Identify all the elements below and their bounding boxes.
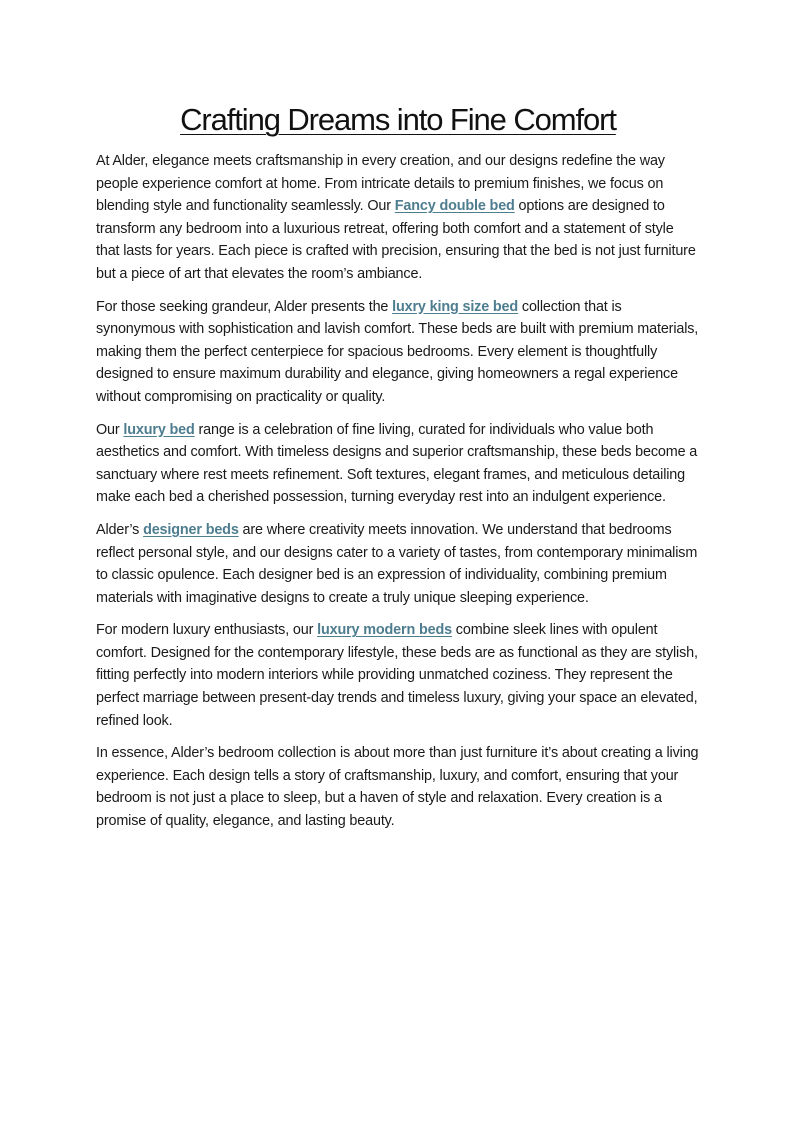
paragraph-text: options are designed to transform any bedroom into a luxurious retreat, offering both comfort and a statement of style that lasts for years. Each piece is crafted with precision, ensuring that the bed is not just furniture but a piece of art that elevates the room’s ambiance. [96, 198, 696, 282]
paragraph-text: are where creativity meets innovation. We understand that bedrooms reflect personal style, and our designs cater to a variety of tastes, from contemporary minimalism to classic opulence. Each designer bed is an expression of individuality, combining premium materials with imaginative designs to create a truly unique sleeping experience. [96, 521, 698, 606]
paragraph-king-size-bed [96, 296, 700, 409]
paragraph-text: combine sleek lines with opulent comfort. Designed for the contemporary lifestyle, these beds are as functional as they are stylish, fitting perfectly into modern interiors while providing unmatched coziness. They represent the perfect marriage between present-day trends and timeless luxury, giving your space an elevated, refined look. [96, 622, 698, 729]
paragraph-designer-beds [96, 519, 700, 609]
paragraph-text: Alder’s [96, 521, 144, 538]
luxry-king-size-bed-link[interactable]: luxry king size bed [392, 298, 519, 315]
page-title: Crafting Dreams into Fine Comfort [180, 102, 616, 137]
document-page [96, 100, 700, 843]
paragraph-text: At Alder, elegance meets craftsmanship in every creation, and our designs redefine the way people experience comfort at home. From intricate details to premium finishes, we focus on blending style and functionality seamlessly. Our [96, 153, 665, 215]
paragraph-text: For modern luxury enthusiasts, our [96, 622, 318, 639]
paragraph-text: Our [96, 421, 124, 438]
paragraph-modern-beds [96, 619, 700, 732]
luxury-modern-beds-link[interactable]: luxury modern beds [317, 622, 452, 639]
paragraph-text: collection that is synonymous with sophistication and lavish comfort. These beds are built with premium materials, making them the perfect centerpiece for spacious bedrooms. Every element is thoughtfully designed to ensure maximum durability and elegance, giving homeowners a regal experience without compromising on practicality or quality. [96, 298, 699, 405]
fancy-double-bed-link[interactable]: Fancy double bed [394, 198, 515, 215]
paragraph-fancy-double-bed [96, 150, 700, 286]
paragraph-luxury-bed [96, 419, 700, 509]
designer-beds-link[interactable]: designer beds [143, 521, 239, 538]
paragraph-text: For those seeking grandeur, Alder presents the [96, 298, 393, 315]
paragraph-text: range is a celebration of fine living, curated for individuals who value both aesthetics and comfort. With timeless designs and superior craftsmanship, these beds become a sanctuary where rest meets refinement. Soft textures, elegant frames, and meticulous detailing make each bed a cherished possession, turning everyday rest into an indulgent experience. [96, 421, 698, 506]
paragraph-conclusion: In essence, Alder’s bedroom collection is about more than just furniture it’s about creating a living experience. Each design tells a story of craftsmanship, luxury, and comfort, ensuring that your bedroom is not just a place to sleep, but a haven of style and relaxation. Every creation is a promise of quality, elegance, and lasting beauty. [96, 745, 699, 830]
luxury-bed-link[interactable]: luxury bed [123, 421, 195, 438]
